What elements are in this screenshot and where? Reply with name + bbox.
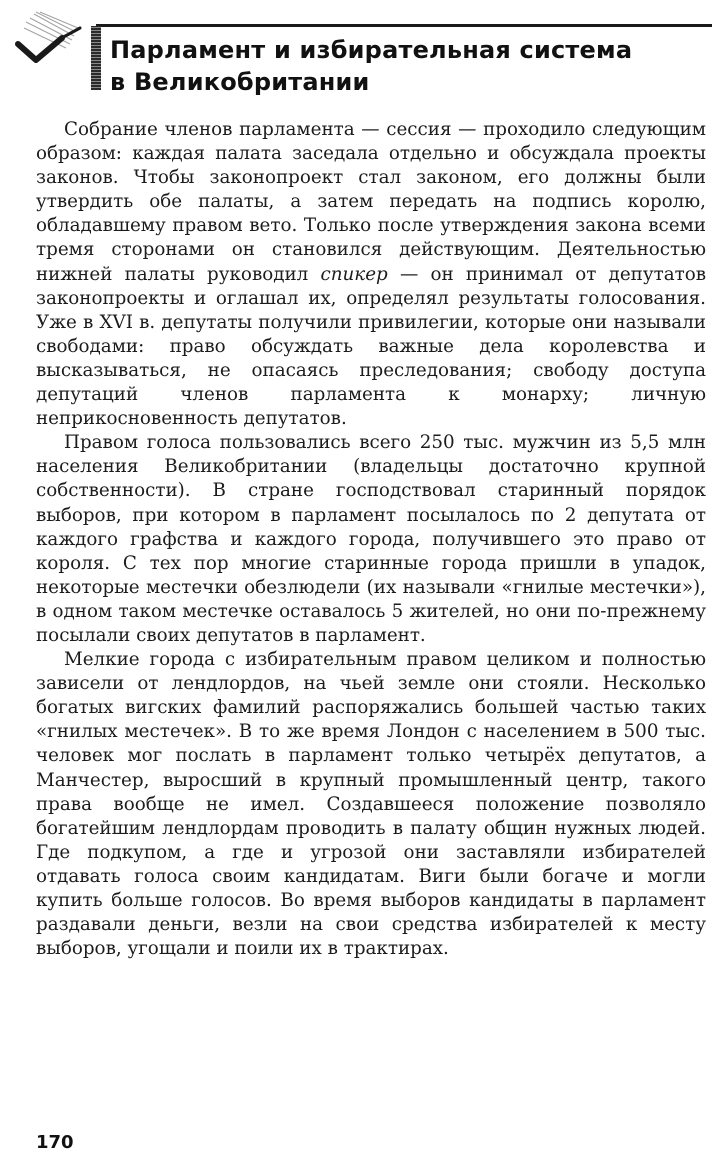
paragraph-1-text-before: Собрание членов парламента — сессия — проходило следующим образом: каждая палата заседала отдельно и обсуждала проекты законов. Чтобы законопроект стал законом, его должны были утвердить обе палаты, а затем передать на подпись королю, обладавшему правом вето. Только после утверждения закона всеми тремя сторонами он становился действующим. Деятельностью нижней палаты руководил	[36, 119, 706, 285]
header-accent-bar	[91, 26, 101, 90]
checkmark-scribble-icon	[14, 10, 88, 84]
title-line-1: Парламент и избирательная система	[110, 36, 633, 64]
title-line-2: в Великобритании	[110, 68, 370, 96]
page-title	[110, 34, 710, 98]
term-speaker: спикер	[320, 263, 388, 285]
paragraph-1	[36, 118, 706, 431]
paragraph-3: Мелкие города с избирательным правом целиком и полностью зависели от лендлордов, на чьей земле они стояли. Несколько богатых вигских фамилий распоряжались большей частью таких «гнилых местечек». В то же время Лондон с населением в 500 тыс. человек мог послать в парламент только четырёх депутатов, а Манчестер, выросший в крупный промышленный центр, такого права вообще не имел. Создавшееся положение позволяло богатейшим лендлордам проводить в палату общин нужных людей. Где подкупом, а где и угрозой они заставляли избирателей отдавать голоса своим кандидатам. Виги были богаче и могли купить больше голосов. Во время выборов кандидаты в парламент раздавали деньги, везли на свои средства избирателей к месту выборов, угощали и поили их в трактирах.	[36, 649, 706, 960]
page-number: 170	[36, 1132, 74, 1153]
paragraph-1-text-after: — он принимал от депутатов законопроекты и оглашал их, определял результаты голосования. Уже в XVI в. депутаты получили привилегии, которые они называли свободами: право обсуждать важные дела королевства и высказываться, не опасаясь преследования; свободу доступа депутаций членов парламента к монарху; личную неприкосновенность депутатов.	[36, 263, 707, 430]
header-rule	[96, 24, 712, 27]
body-text	[36, 118, 706, 961]
paragraph-2: Правом голоса пользовались всего 250 тыс. мужчин из 5,5 млн населения Великобритании (владельцы достаточно крупной собственности). В стране господствовал старинный порядок выборов, при котором в парламент посылалось по 2 депутата от каждого графства и каждого города, получившего это право от короля. С тех пор многие старинные города пришли в упадок, некоторые местечки обезлюдели (их называли «гнилые местечки»), в одном таком местечке оставалось 5 жителей, но они по-прежнему посылали своих депутатов в парламент.	[36, 432, 706, 646]
